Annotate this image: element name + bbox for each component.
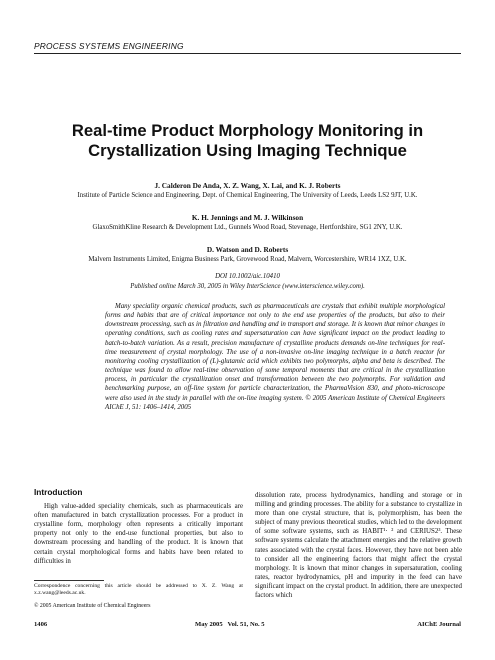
header-rule bbox=[34, 53, 461, 54]
copyright-notice: © 2005 American Institute of Chemical Engineers bbox=[34, 603, 151, 609]
article-title bbox=[34, 121, 461, 161]
right-column bbox=[255, 491, 462, 600]
footnote-rule bbox=[34, 580, 104, 581]
affiliation-3: Malvern Instruments Limited, Enigma Business Park, Grovewood Road, Malvern, Worcestershire, WR14 1XZ, U.K. bbox=[88, 256, 407, 263]
doi: DOI 10.1002/aic.10410 bbox=[215, 273, 280, 280]
section-header: PROCESS SYSTEMS ENGINEERING bbox=[34, 41, 184, 51]
correspondence-footnote: Correspondence concerning this article should be addressed to X. Z. Wang at x.z.wang@leeds.ac.uk. bbox=[34, 583, 243, 597]
page-number: 1406 bbox=[34, 621, 48, 628]
affiliation-2: GlaxoSmithKline Research & Development Ltd., Gunnels Wood Road, Stevenage, Hertfordshire, SG1 2NY, U.K. bbox=[92, 224, 403, 231]
affiliation-1: Institute of Particle Science and Engineering, Dept. of Chemical Engineering, The University of Leeds, Leeds LS2 9JT, U.K. bbox=[77, 192, 418, 199]
intro-right-paragraph: dissolution rate, process hydrodynamics, handling and storage or in milling and grinding processes. The ability for a substance to crystallize in more than one crystal structure, that is, polymorphism, has been the subject of many previous theoretical studies, which led to the development of some software systems, such as HABIT¹· ² and CERIUS2³. These software systems calculate the attachment energies and the relative growth rates associated with the crystal faces. However, they have not been able to consider all the engineering factors that might affect the crystal morphology. It is known that minor changes in supersaturation, cooling rates, reactor hydrodynamics, pH and impurity in the feed can have significant impact on the crystal product. In addition, there are unexpected factors which bbox=[255, 492, 462, 600]
intro-left-paragraph: High value-added speciality chemicals, such as pharmaceuticals are often manufactured in batch crystallization processes. For a product in crystalline form, morphology often represents a critically important property not only to the end-use functional properties, but also to downstream processing and handling of the product. It is known that certain crystal morphological forms and habits have been related to difficulties in bbox=[34, 503, 243, 565]
title-line-2: Crystallization Using Imaging Technique bbox=[88, 141, 407, 160]
journal-name: AIChE Journal bbox=[417, 621, 461, 628]
published-online: Published online March 30, 2005 in Wiley InterScience (www.interscience.wiley.com). bbox=[130, 283, 365, 290]
abstract-text: Many speciality organic chemical products, such as pharmaceuticals are crystals that exhibit multiple morphological forms and habits that are of critical importance not only to the end use properties of the products, but also to their downstream processing, such as in filtration and handling and in transport and storage. It is known that minor changes in operating conditions, such as cooling rates and supersaturation can have significant impact on the product leading to batch-to-batch variation. As a result, precision manufacture of crystalline products demands on-line techniques for real-time measurement of crystal morphology. The use of a non-invasive on-line imaging technique in a batch reactor for monitoring cooling crystallization of (L)-glutamic acid which exhibits two polymorphs, alpha and beta is described. The technique was found to allow real-time observation of some temporal moments that are critical in the crystallization process, in particular the crystallization onset and transformation between the two polymorphs. For validation and benchmarking purpose, an off-line system for particle characterization, the PharmaVision 830, and photo-microscope were also used in the study in parallel with the on-line imaging system. © 2005 American Institute of Chemical Engineers AIChE J, 51: 1406–1414, 2005 bbox=[105, 303, 445, 411]
intro-heading: Introduction bbox=[34, 487, 83, 497]
author-names-1: J. Calderon De Anda, X. Z. Wang, X. Lai, and K. J. Roberts bbox=[154, 181, 341, 190]
author-names-2: K. H. Jennings and M. J. Wilkinson bbox=[191, 213, 304, 222]
issue-info: May 2005 Vol. 51, No. 5 bbox=[195, 621, 265, 628]
abstract bbox=[105, 302, 445, 412]
author-names-3: D. Watson and D. Roberts bbox=[206, 245, 289, 254]
left-column bbox=[34, 488, 243, 566]
title-line-1: Real-time Product Morphology Monitoring in bbox=[71, 121, 424, 140]
